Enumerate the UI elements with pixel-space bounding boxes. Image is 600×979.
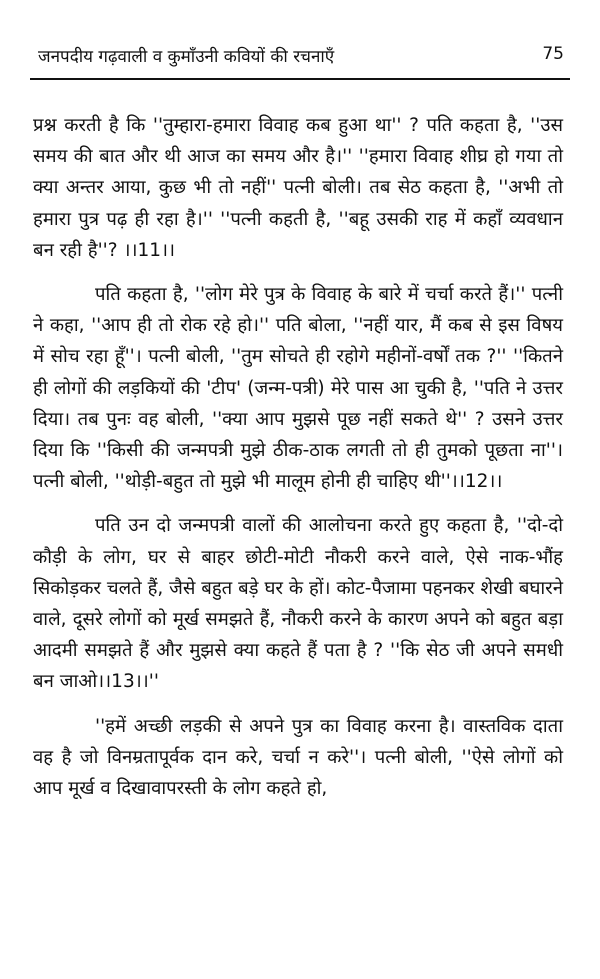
- header-title: जनपदीय गढ़वाली व कुमाँउनी कवियों की रचनाएँ: [38, 47, 335, 67]
- running-header: [30, 42, 570, 74]
- paragraph-2: पति कहता है, ''लोग मेरे पुत्र के विवाह के बारे में चर्चा करते हैं।'' पत्नी ने कहा, ''आप ही तो रोक रहे हो।'' पति बोला, ''नहीं यार, मैं कब से इस विषय में सोच रहा हूँ''। पत्नी बोली, ''तुम सोचते ही रहोगे महीनों-वर्षों तक ?'' ''कितने ही लोगों की लड़कियों की 'टीप' (जन्म-पत्री) मेरे पास आ चुकी है, ''पति ने उत्तर दिया। तब पुनः वह बोली, ''क्या आप मुझसे पूछ नहीं सकते थे'' ? उसने उत्तर दिया कि ''किसी की जन्मपत्री मुझे ठीक-ठाक लगती तो ही तुमको पूछता ना''। पत्नी बोली, ''थोड़ी-बहुत तो मुझे भी मालूम होनी ही चाहिए थी''।।12।।: [33, 284, 563, 493]
- header-rule: [30, 78, 570, 80]
- paragraph-4: ''हमें अच्छी लड़की से अपने पुत्र का विवाह करना है। वास्तविक दाता वह है जो विनम्रतापूर्वक दान करे, चर्चा न करे''। पत्नी बोली, ''ऐसे लोगों को आप मूर्ख व दिखावापरस्ती के लोग कहते हो,: [33, 715, 563, 800]
- paragraph-3: पति उन दो जन्मपत्री वालों की आलोचना करते हुए कहता है, ''दो-दो कौड़ी के लोग, घर से बाहर छोटी-मोटी नौकरी करने वाले, ऐसे नाक-भौंह सिकोड़कर चलते हैं, जैसे बहुत बड़े घर के हों। कोट-पैजामा पहनकर शेखी बघारने वाले, दूसरे लोगों को मूर्ख समझते हैं, नौकरी करने के कारण अपने को बहुत बड़ा आदमी समझते हैं और मुझसे क्या कहते हैं पता है ? ''कि सेठ जी अपने समधी बन जाओ।।13।।'': [33, 515, 563, 693]
- page-number: 75: [542, 44, 564, 64]
- paragraph-1: प्रश्न करती है कि ''तुम्हारा-हमारा विवाह कब हुआ था'' ? पति कहता है, ''उस समय की बात और थी आज का समय और है।'' ''हमारा विवाह शीघ्र हो गया तो क्या अन्तर आया, कुछ भी तो नहीं'' पत्नी बोली। तब सेठ कहता है, ''अभी तो हमारा पुत्र पढ़ ही रहा है।'' ''पत्नी कहती है, ''बहू उसकी राह में कहाँ व्यवधान बन रही है''? ।।11।।: [33, 115, 563, 261]
- page-body: [33, 110, 563, 817]
